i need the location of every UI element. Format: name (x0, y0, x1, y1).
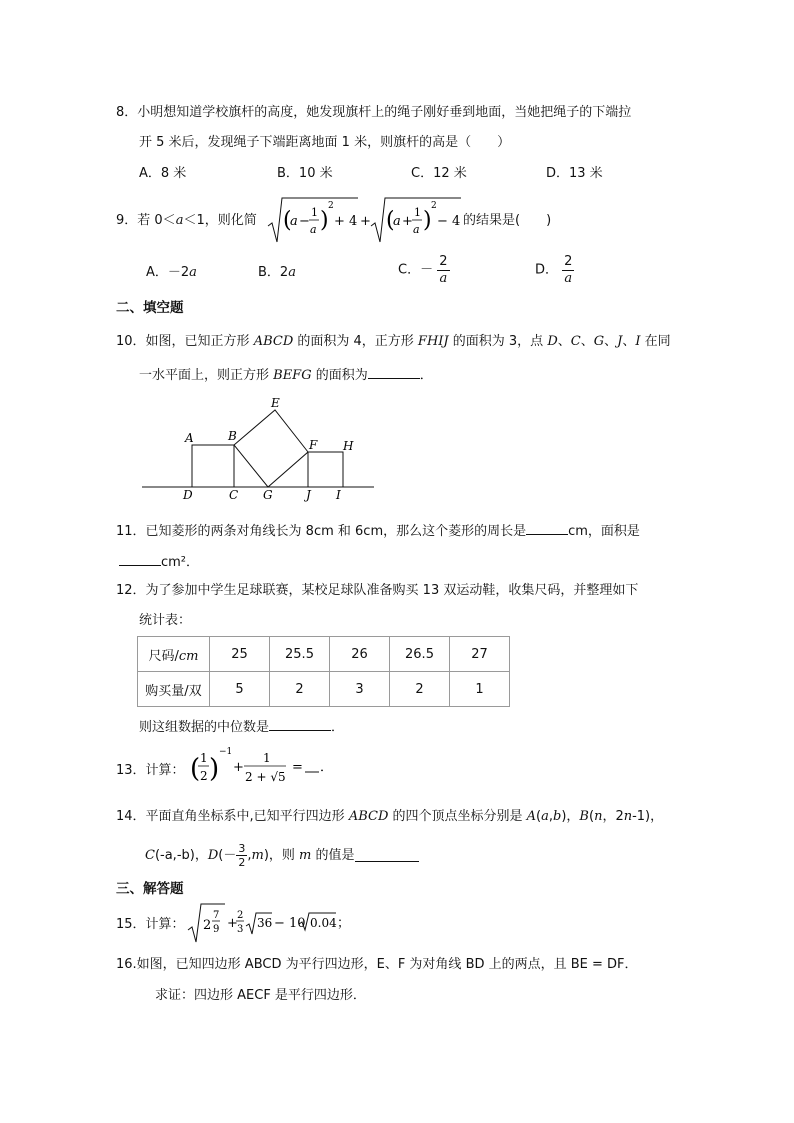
q10-square-abcd (192, 445, 234, 487)
q10-label-e: E (271, 396, 280, 410)
q9-t1-rparen: ) (320, 208, 329, 233)
q12-size-header: 尺码/cm (138, 637, 210, 672)
q9-t1-num: 1 (311, 206, 318, 219)
q9-t2-tail: − 4 (437, 214, 461, 229)
q12-line2: 统计表： (139, 613, 192, 628)
q8-option-b: B．10 米 (277, 166, 333, 181)
q8-option-c: C．12 米 (411, 166, 467, 181)
q9-t2-rparen: ) (423, 208, 432, 233)
q10-square-befg (234, 410, 308, 487)
q13-plus: + (233, 760, 244, 775)
q13-expression (188, 744, 338, 794)
q10-label-f: F (309, 438, 318, 452)
q9-option-c-fraction: $\frac{2}{a}$ (439, 254, 448, 286)
q15-p1-whole: 2 (203, 918, 212, 933)
q12-size-cell: 27 (450, 637, 510, 672)
q10-square-fhij (308, 452, 343, 487)
q12-count-cell: 2 (270, 672, 330, 707)
q10-figure (138, 395, 383, 505)
q12-median-blank (269, 718, 331, 731)
q12-size-cell: 25 (210, 637, 270, 672)
q12-count-header: 购买量/双 (138, 672, 210, 707)
q10-label-i: I (336, 488, 341, 502)
q12-size-cell: 25.5 (270, 637, 330, 672)
q9-t1-exp: 2 (328, 201, 334, 211)
q10-label-a: A (185, 431, 194, 445)
q15-minus: − 10 (274, 916, 306, 931)
q15-end: ； (337, 916, 351, 931)
q9-option-a: A．－2a (146, 265, 197, 280)
q14-fraction: $\frac{3}{2}$ (238, 842, 246, 870)
q10-label-g: G (263, 488, 273, 502)
q11-line2: cm²． (119, 553, 199, 569)
q15-prefix: 15．计算： (116, 917, 185, 932)
q10-label-c: C (229, 488, 239, 502)
q9-option-d: D． $\frac{2}{a}$ (535, 254, 573, 286)
q9-t2-lparen: ( (386, 208, 395, 233)
q12-count-cell: 5 (210, 672, 270, 707)
q12-count-cell: 2 (390, 672, 450, 707)
q13-end: ． (320, 760, 334, 775)
q12-size-cell: 26 (330, 637, 390, 672)
q12-count-cell: 3 (330, 672, 390, 707)
q13-frac-den: 2 + √5 (245, 770, 286, 784)
q12-table-row-size (138, 637, 510, 672)
q14-line1: 14．平面直角坐标系中,已知平行四边形 ABCD 的四个顶点坐标分别是 A(a,b)，B(n，2n-1)， (116, 809, 664, 824)
q15-plus: + (227, 916, 238, 931)
q15-p1-num: 7 (213, 910, 220, 921)
q9-t1-lparen: ( (283, 208, 292, 233)
q13-frac-num: 1 (263, 751, 271, 765)
q13-half-num: 1 (200, 751, 208, 765)
q9-t2-den: a (413, 223, 420, 236)
section-2-heading: 二、填空题 (116, 300, 184, 316)
q9-t1-a: a (290, 214, 298, 229)
q16-line1: 16.如图，已知四边形 ABCD 为平行四边形，E、F 为对角线 BD 上的两点，且 BE = DF． (116, 957, 638, 972)
q15-p2-radicand: 36 (257, 916, 273, 930)
q15-expression (187, 900, 351, 948)
q13-prefix: 13．计算： (116, 763, 185, 778)
q10-line2: 一水平面上，则正方形 BEFG 的面积为 ． (139, 368, 433, 383)
q12-statistics-table (137, 636, 510, 707)
q13-exp: −1 (219, 747, 233, 757)
q14-line2: C(-a,-b)，D(－ $\frac{3}{2}$ ,m)，则 m 的值是 (145, 842, 419, 869)
q9-t2-num: 1 (414, 206, 421, 219)
q8-line1: 8．小明想知道学校旗杆的高度，她发现旗杆上的绳子刚好垂到地面，当她把绳子的下端拉 (116, 105, 632, 120)
section-3-heading: 三、解答题 (116, 881, 184, 897)
q15-p3-radicand: 0.04 (310, 916, 337, 930)
q9-option-c: C．－ $\frac{2}{a}$ (398, 254, 448, 286)
q12-size-cell: 26.5 (390, 637, 450, 672)
q12-line1: 12．为了参加中学生足球联赛，某校足球队准备购买 13 双运动鞋，收集尺码，并整理如下 (116, 583, 639, 598)
q13-half-den: 2 (200, 769, 208, 783)
q13-eq: = (292, 760, 303, 775)
q12-table-row-count (138, 672, 510, 707)
q14-answer-blank (355, 849, 419, 862)
q9-option-b: B．2a (258, 265, 296, 280)
q10-answer-blank (368, 366, 420, 379)
q9-prefix: 9．若 0＜a＜1，则化简 (116, 213, 257, 228)
q11-perimeter-blank (526, 522, 568, 535)
q9-t1-op: − (299, 214, 310, 229)
q13-lparen: ( (190, 754, 201, 784)
q15-p1-den: 9 (213, 924, 220, 935)
q8-option-a: A．8 米 (139, 166, 187, 181)
q9-t1-tail: + 4 (334, 214, 358, 229)
q9-plus: + (360, 214, 371, 229)
q13-rparen: ) (209, 754, 220, 784)
q10-label-d: D (183, 488, 193, 502)
q10-label-b: B (228, 429, 237, 443)
q9-t2-exp: 2 (431, 201, 437, 211)
q9-t2-op: + (402, 214, 413, 229)
q11-line1: 11．已知菱形的两条对角线长为 8cm 和 6cm，那么这个菱形的周长是 cm，面积是 (116, 524, 640, 539)
q10-label-h: H (343, 439, 354, 453)
q9-suffix: 的结果是( ) (463, 213, 552, 228)
q16-line2: 求证：四边形 AECF 是平行四边形． (155, 988, 366, 1003)
q10-label-j: J (306, 488, 311, 502)
q15-p2-num: 2 (237, 910, 244, 921)
q8-option-d: D．13 米 (546, 166, 603, 181)
q9-option-d-fraction: $\frac{2}{a}$ (564, 254, 573, 286)
q9-t1-den: a (310, 223, 317, 236)
q15-p2-den: 3 (237, 924, 244, 935)
q10-line1: 10．如图，已知正方形 ABCD 的面积为 4，正方形 FHIJ 的面积为 3，点 D、C、G、J、I 在同 (116, 334, 671, 349)
q9-t2-a: a (393, 214, 401, 229)
q12-count-cell: 1 (450, 672, 510, 707)
q12-after: 则这组数据的中位数是 ． (139, 720, 345, 735)
q11-area-blank (119, 553, 161, 566)
q8-line2: 开 5 米后，发现绳子下端距离地面 1 米，则旗杆的高是（ ） (139, 135, 511, 150)
